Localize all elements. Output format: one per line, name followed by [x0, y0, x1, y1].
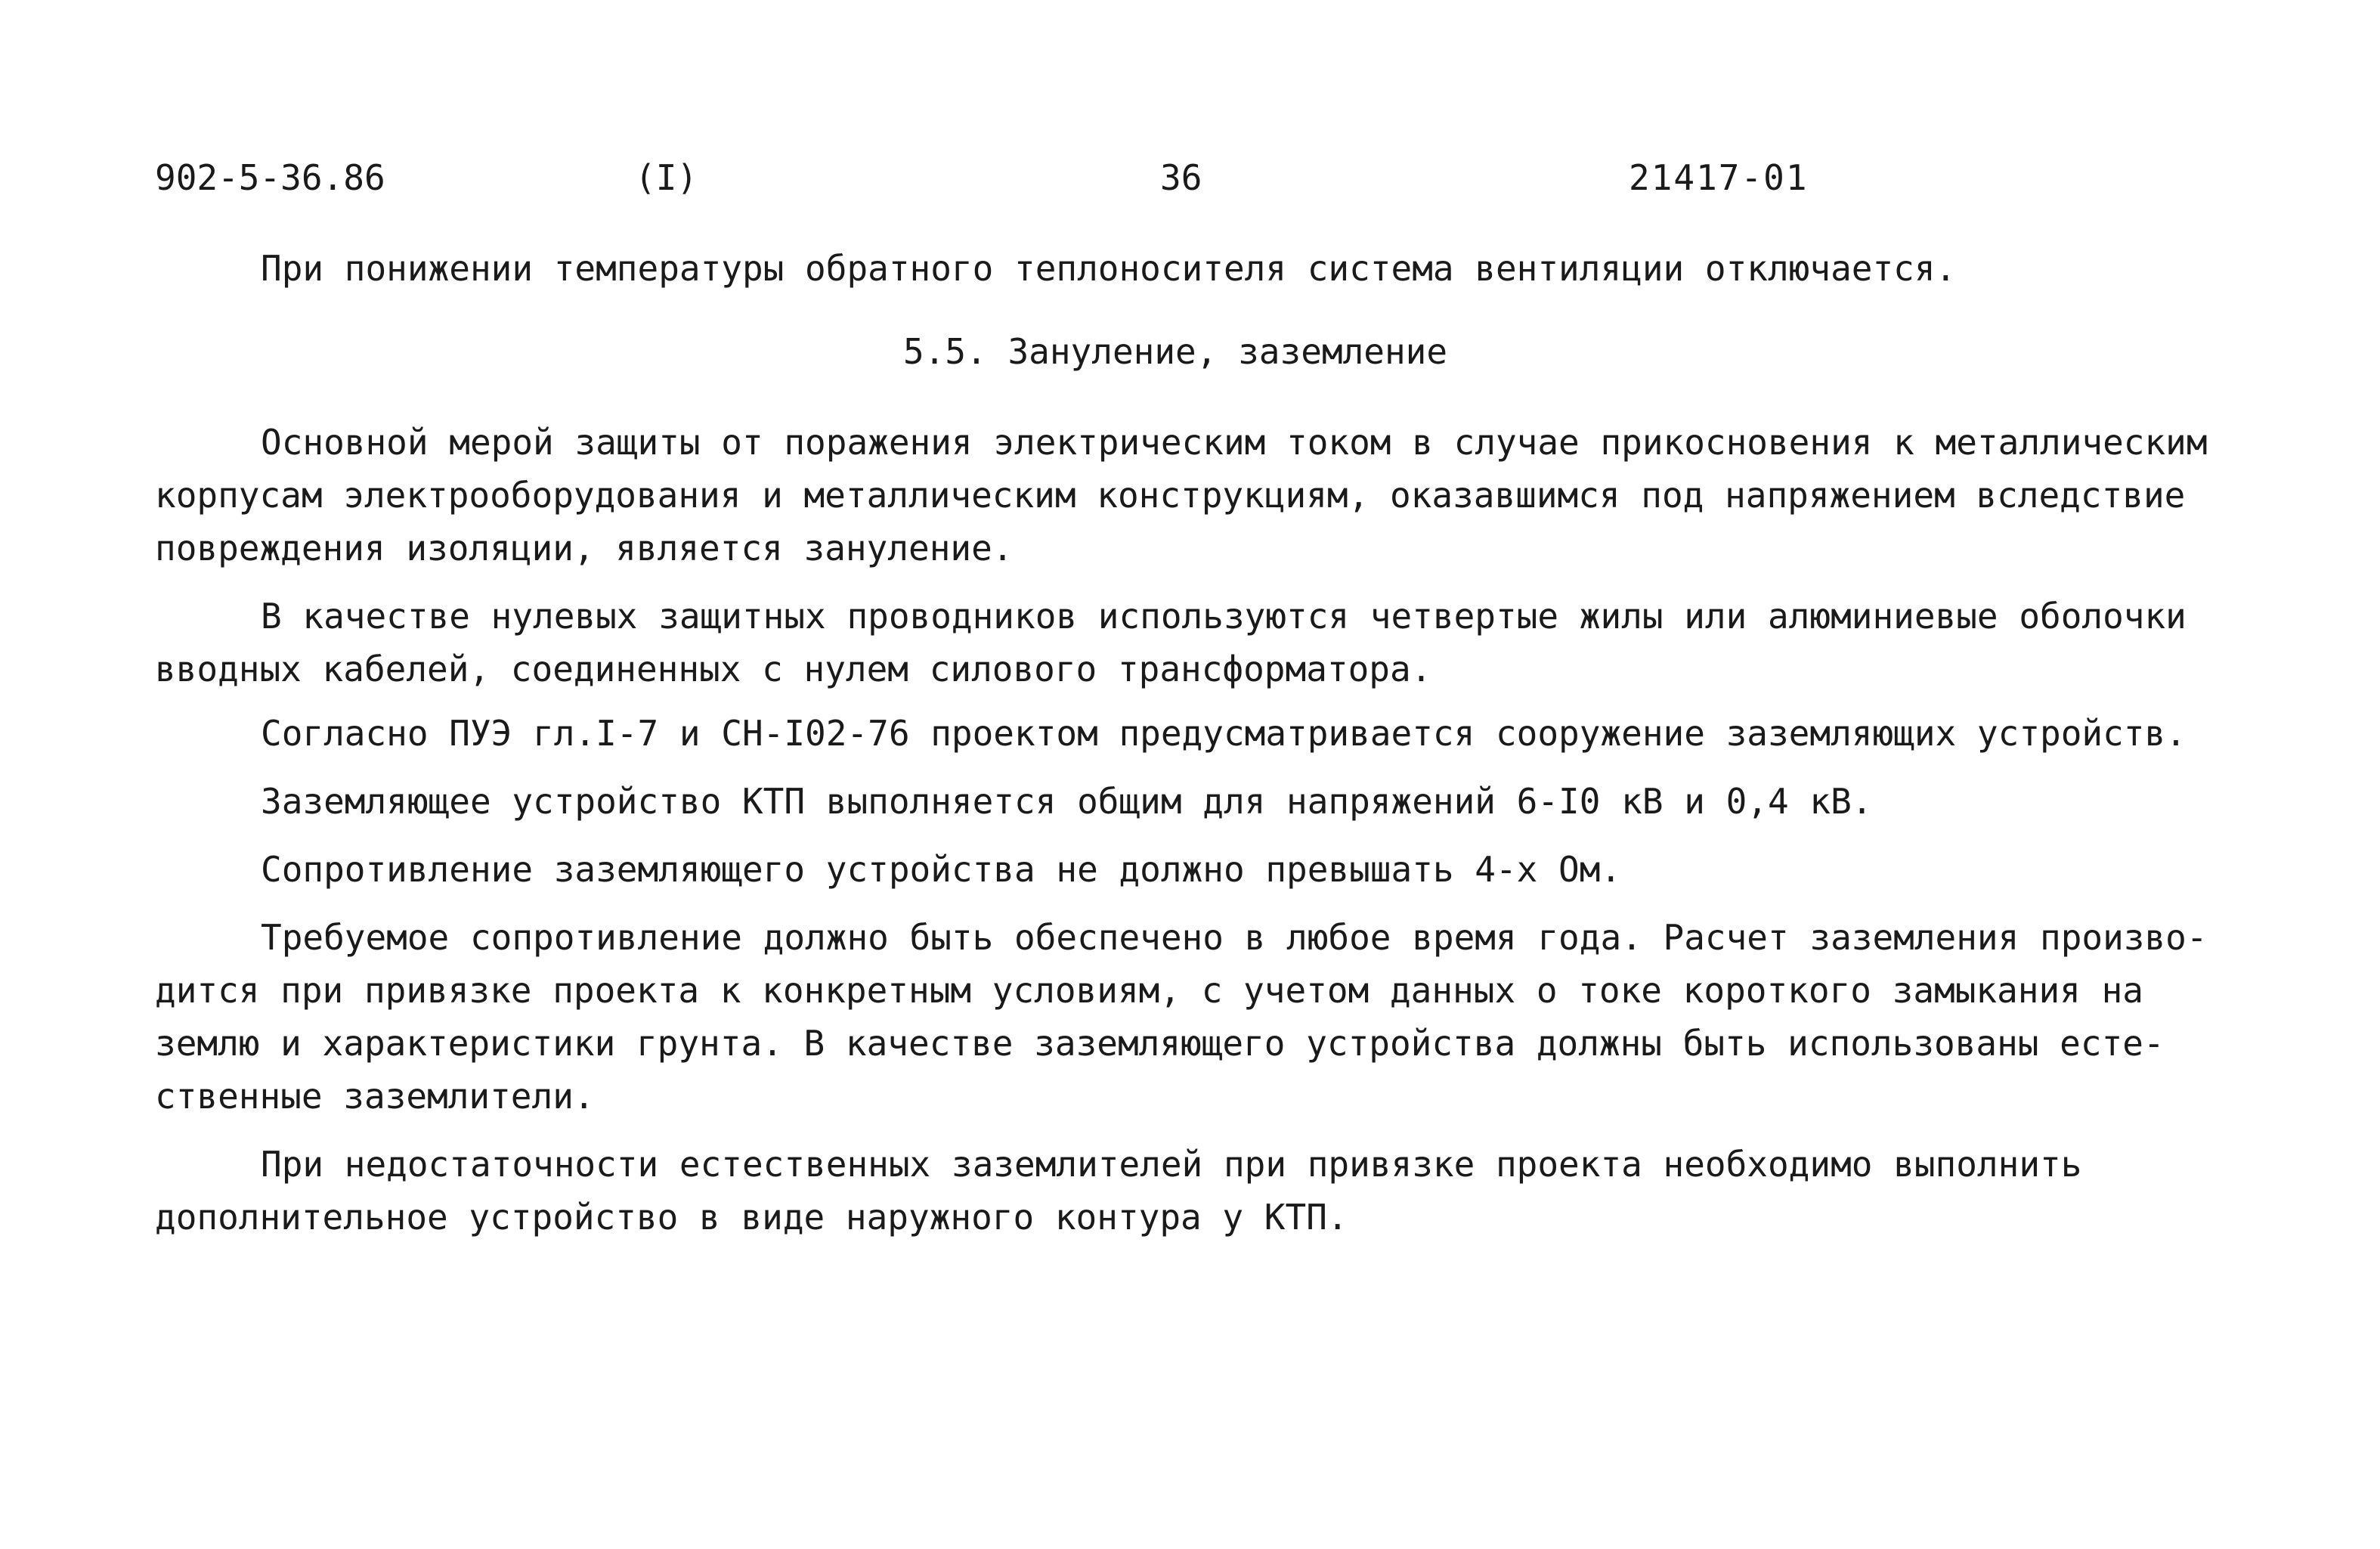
paragraph-2-line-1: В качестве нулевых защитных проводников используются четвертые жилы или алюминиевые оболочки	[261, 596, 2187, 637]
paragraph-1-line-2: корпусам электрооборудования и металлическим конструкциям, оказавшимся под напряжением вследствие	[155, 475, 2186, 516]
paragraph-7-line-1: При недостаточности естественных заземлителей при привязке проекта необходимо выполнить	[261, 1144, 2082, 1185]
paragraph-5: Сопротивление заземляющего устройства не должно превышать 4-х Ом.	[261, 849, 1622, 890]
paragraph-6-line-3: землю и характеристики грунта. В качестве заземляющего устройства должны быть использованы есте-	[155, 1023, 2165, 1064]
issue-number: (I)	[635, 157, 698, 198]
intro-line: При понижении температуры обратного теплоносителя система вентиляции отключается.	[261, 248, 1957, 289]
paragraph-4: Заземляющее устройство КТП выполняется общим для напряжений 6-I0 кВ и 0,4 кВ.	[261, 781, 1873, 822]
document-code: 902-5-36.86	[155, 157, 385, 198]
page-number: 36	[1160, 157, 1202, 198]
section-heading: 5.5. Зануление, заземление	[903, 331, 1448, 372]
paragraph-2-line-2: вводных кабелей, соединенных с нулем силового трансформатора.	[155, 649, 1432, 689]
sheet-code: 21417-01	[1629, 157, 1809, 198]
paragraph-1-line-1: Основной мерой защиты от поражения электрическим током в случае прикосновения к металлическим	[261, 422, 2208, 463]
paragraph-6-line-1: Требуемое сопротивление должно быть обеспечено в любое время года. Расчет заземления произво-	[261, 917, 2208, 958]
paragraph-6-line-4: ственные заземлители.	[155, 1076, 595, 1117]
paragraph-3: Согласно ПУЭ гл.I-7 и СН-I02-76 проектом предусматривается сооружение заземляющих устройств.	[261, 713, 2187, 754]
paragraph-7-line-2: дополнительное устройство в виде наружного контура у КТП.	[155, 1197, 1348, 1238]
paragraph-1-line-3: повреждения изоляции, является зануление.	[155, 528, 1014, 568]
paragraph-6-line-2: дится при привязке проекта к конкретным условиям, с учетом данных о токе короткого замыкания на	[155, 970, 2143, 1011]
